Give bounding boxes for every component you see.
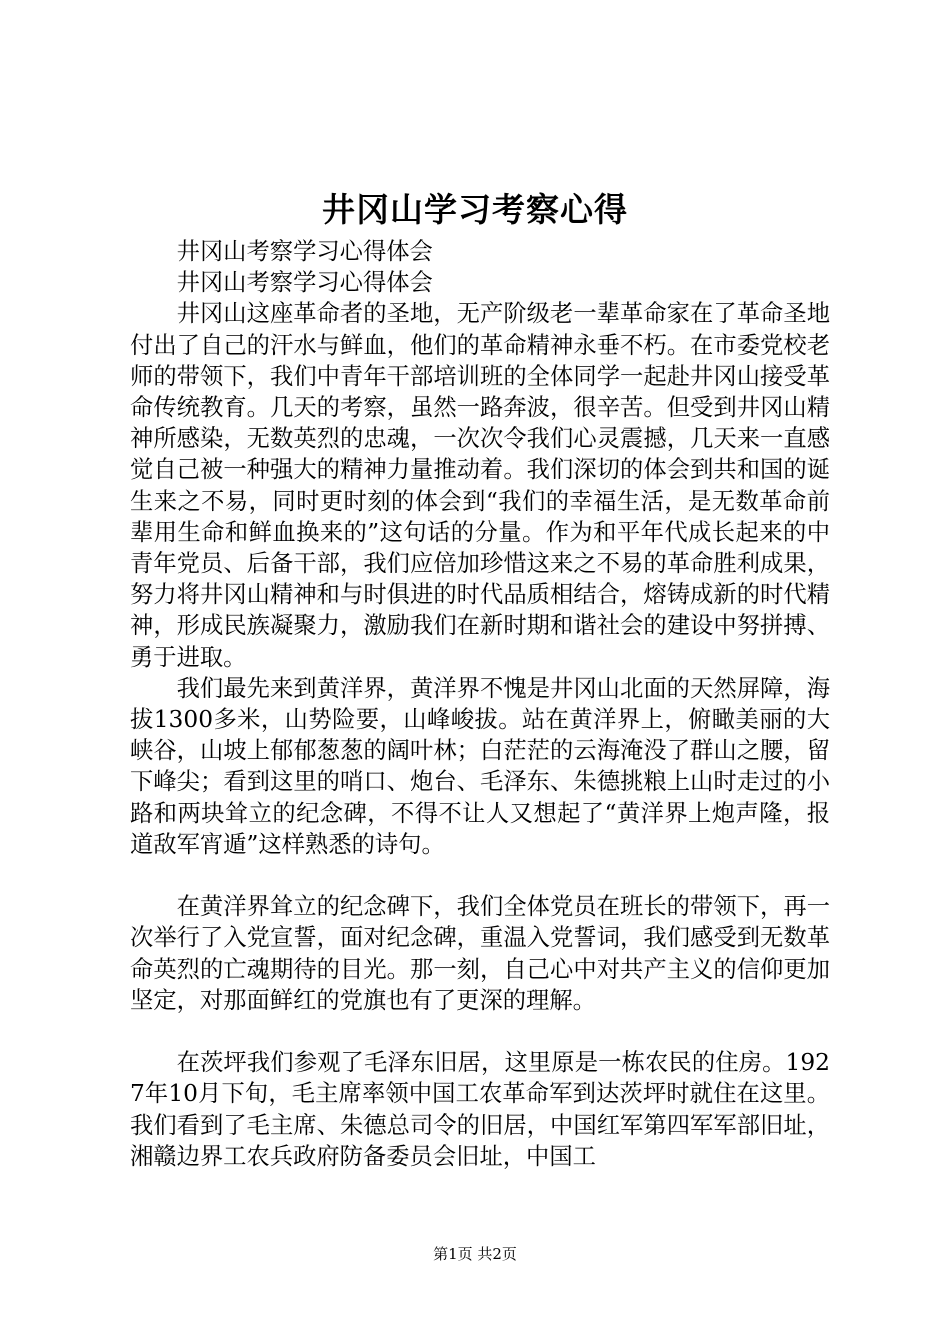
subtitle-line: 井冈山考察学习心得体会 — [176, 238, 433, 265]
subtitle-line: 井冈山考察学习心得体会 — [176, 269, 433, 297]
body-paragraph: 在茨坪我们参观了毛泽东旧居，这里原是一栋农民的住房。1927年10月下旬，毛主席率领中国工农革命军到达茨坪时就住在这里。我们看到了毛主席、朱德总司令的旧居，中国红军第四军军部旧址，湘赣边界工农兵政府防备委员会旧址，中国工 — [130, 1049, 830, 1170]
body-paragraph: 井冈山这座革命者的圣地，无产阶级老一辈革命家在了革命圣地付出了自己的汗水与鲜血，他们的革命精神永垂不朽。在市委党校老师的带领下，我们中青年干部培训班的全体同学一起赴井冈山接受革命传统教育。几天的考察，虽然一路奔波，很辛苦。但受到井冈山精神所感染，无数英烈的忠魂，一次次令我们心灵震撼，几天来一直感觉自己被一种强大的精神力量推动着。我们深切的体会到共和国的诞生来之不易，同时更时刻的体会到“我们的幸福生活，是无数革命前辈用生命和鲜血换来的”这句话的分量。作为和平年代成长起来的中青年党员、后备干部，我们应倍加珍惜这来之不易的革命胜利成果，努力将井冈山精神和与时俱进的时代品质相结合，熔铸成新的时代精神，形成民族凝聚力，激励我们在新时期和谐社会的建设中努拼搏、勇于进取。 — [130, 300, 830, 671]
body-paragraph: 在黄洋界耸立的纪念碑下，我们全体党员在班长的带领下，再一次举行了入党宣誓，面对纪念碑，重温入党誓词，我们感受到无数革命英烈的亡魂期待的目光。那一刻，自己心中对共产主义的信仰更加坚定，对那面鲜红的党旗也有了更深的理解。 — [130, 893, 830, 1014]
page-number: 第1页 共2页 — [433, 1245, 517, 1263]
body-paragraph: 我们最先来到黄洋界，黄洋界不愧是井冈山北面的天然屏障，海拔1300多米，山势险要，山峰峻拔。站在黄洋界上，俯瞰美丽的大峡谷，山坡上郁郁葱葱的阔叶林；白茫茫的云海淹没了群山之腰，留下峰尖；看到这里的哨口、炮台、毛泽东、朱德挑粮上山时走过的小路和两块耸立的纪念碑，不得不让人又想起了“黄洋界上炮声隆，报道敌军宵遁”这样熟悉的诗句。 — [130, 674, 830, 858]
document-body — [130, 236, 830, 1172]
document-title: 井冈山学习考察心得 — [322, 190, 628, 229]
